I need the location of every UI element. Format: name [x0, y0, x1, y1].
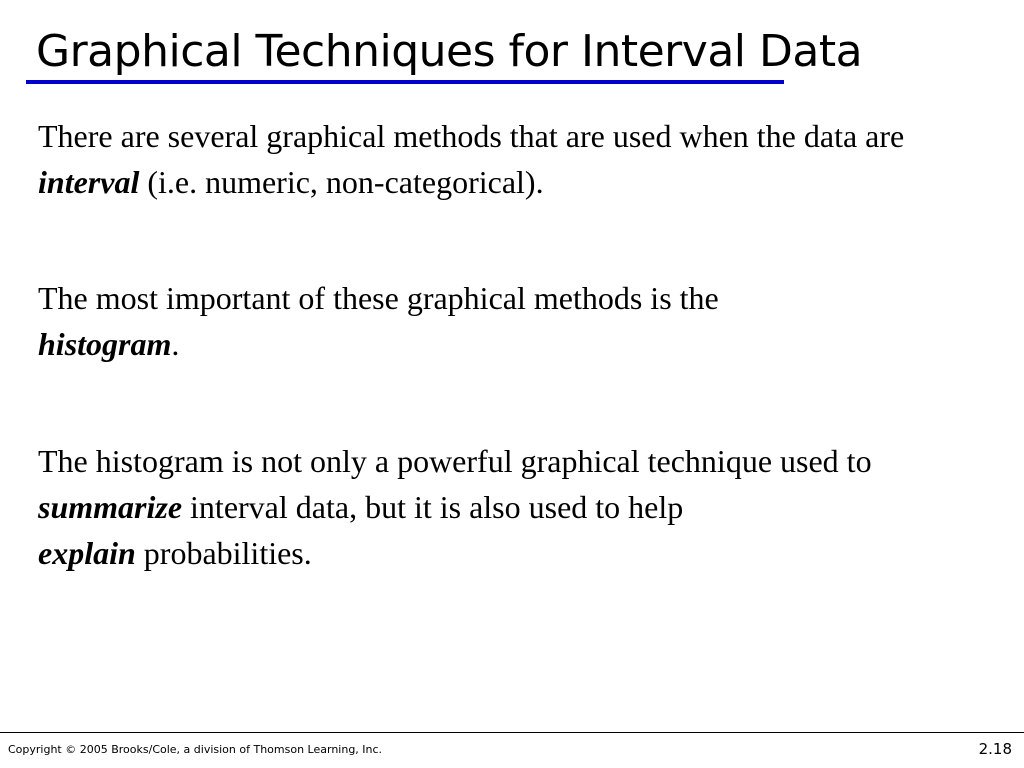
emphasis-interval: interval: [38, 164, 140, 200]
emphasis-histogram: histogram: [38, 326, 172, 362]
slide-title: Graphical Techniques for Interval Data: [36, 26, 863, 77]
emphasis-explain: explain: [38, 535, 136, 571]
paragraph-3-text-end: probabilities.: [135, 535, 312, 571]
slide-page-number: 2.18: [978, 740, 1012, 758]
emphasis-summarize: summarize: [38, 489, 183, 525]
title-underline: [26, 80, 784, 84]
paragraph-histogram-uses: [38, 438, 998, 576]
paragraph-interval-data: [38, 113, 998, 205]
paragraph-1-text-start: There are several graphical methods that are used when the data are: [38, 118, 905, 154]
paragraph-2-text-end: .: [171, 326, 180, 362]
paragraph-3-text-start: The histogram is not only a powerful graphical technique used to: [38, 443, 872, 479]
paragraph-histogram: [38, 275, 998, 367]
paragraph-2-text-start: The most important of these graphical methods is the: [38, 280, 719, 316]
paragraph-1-text-end: (i.e. numeric, non-categorical).: [139, 164, 544, 200]
paragraph-3-text-middle: interval data, but it is also used to help: [182, 489, 684, 525]
footer-copyright: Copyright © 2005 Brooks/Cole, a division of Thomson Learning, Inc.: [8, 743, 383, 756]
footer-divider: [0, 732, 1024, 733]
